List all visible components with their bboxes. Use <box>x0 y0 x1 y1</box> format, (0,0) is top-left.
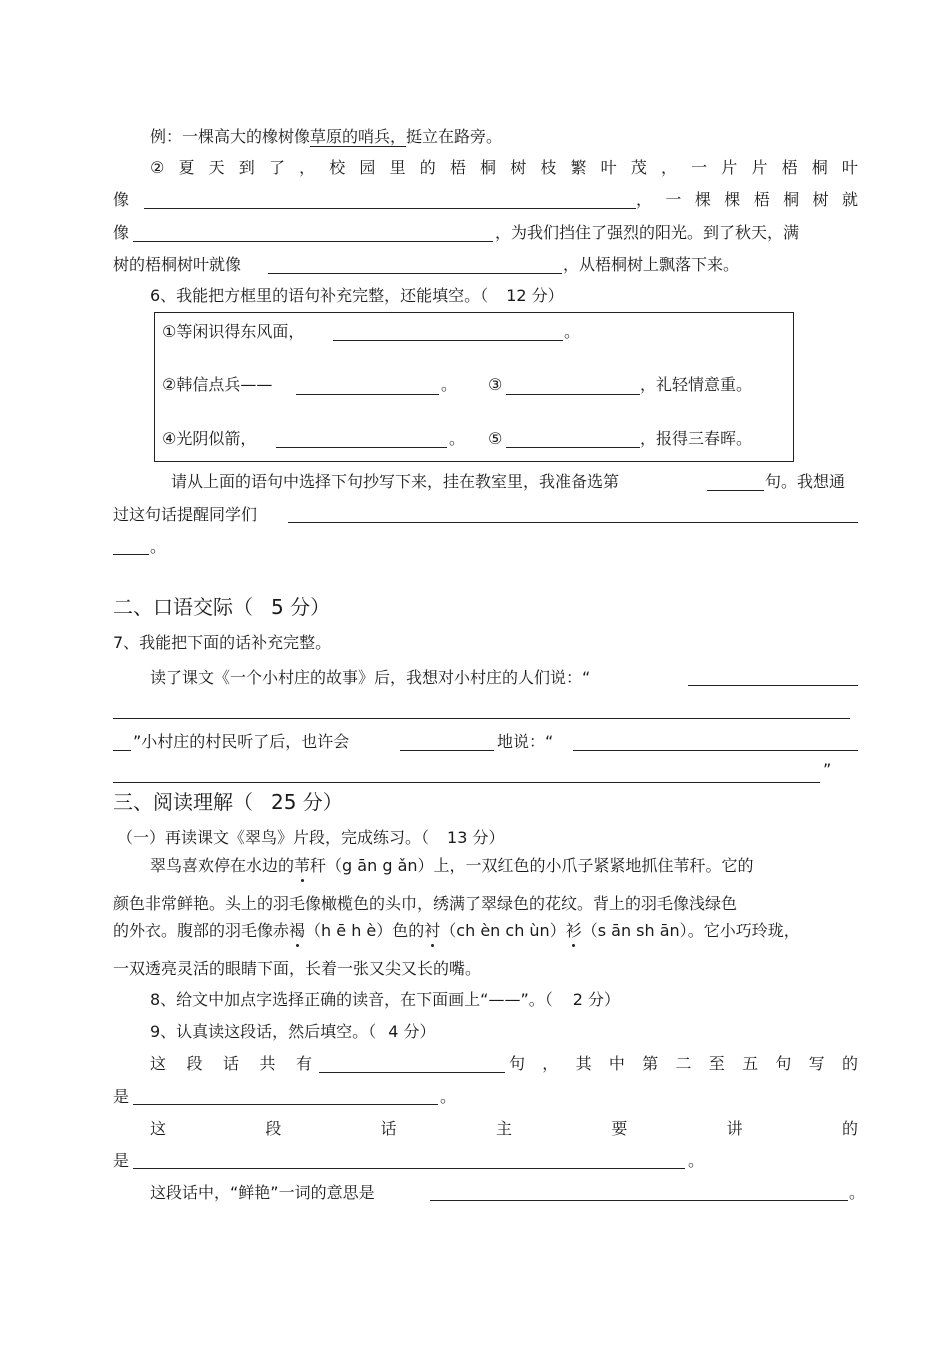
q8-text: 8、给文中加点字选择正确的读音，在下面画上“——”。（ <box>150 990 553 1009</box>
box-item-3: ③ <box>488 375 503 394</box>
q6-blank-choice[interactable] <box>707 490 764 491</box>
spread-char: 梧 <box>753 190 770 209</box>
box-item-2: ②韩信点兵—— <box>162 375 273 394</box>
q6-follow-3-end: 。 <box>150 537 167 556</box>
dotted-char-shan: 衫 <box>565 921 582 940</box>
spread-char: 至 <box>708 1054 725 1073</box>
spread-char: 茂 <box>630 158 647 177</box>
q9 <box>150 1022 435 1042</box>
pinyin-choice-1[interactable]: （g ān g ǎn） <box>326 856 434 875</box>
box-item-1: ①等闲识得东风面， <box>162 322 305 341</box>
spread-char: 棵 <box>694 190 711 209</box>
spread-char: 枝 <box>540 158 557 177</box>
spread-char: 繁 <box>570 158 587 177</box>
section3-score: 25 分） <box>271 790 343 814</box>
q6-score: 12 分） <box>506 286 564 305</box>
q5-blank-1[interactable] <box>144 208 636 209</box>
q7-close-quote: ” <box>823 760 832 779</box>
section3-title-text: 三、阅读理解（ <box>113 790 253 814</box>
spread-char: 了 <box>268 158 285 177</box>
box-item-5-end: ，报得三春晖。 <box>640 429 753 448</box>
q5-line2-end <box>636 190 858 210</box>
q7-blank-manner[interactable] <box>400 750 494 751</box>
example-suffix: 挺立在路旁。 <box>406 127 503 146</box>
spread-char: 桐 <box>783 190 800 209</box>
spread-char: 话 <box>380 1119 397 1138</box>
spread-char: 到 <box>238 158 255 177</box>
spread-char: ， <box>299 158 316 177</box>
spread-char: 就 <box>841 190 858 209</box>
q7-line3-b: 地说：“ <box>497 732 554 751</box>
box-blank-3[interactable] <box>506 394 640 395</box>
spread-char: 这 <box>150 1054 167 1073</box>
spread-char: ② <box>150 158 165 177</box>
q9-line1-a <box>150 1054 312 1074</box>
spread-char: 的 <box>419 158 436 177</box>
example-line <box>150 127 502 147</box>
q6-follow-1-end: 句。我想通 <box>765 472 846 491</box>
spread-char: 片 <box>721 158 738 177</box>
box-item-5: ⑤ <box>488 429 503 448</box>
spread-char: 桐 <box>811 158 828 177</box>
spread-char: 树 <box>510 158 527 177</box>
box-blank-2[interactable] <box>296 394 439 395</box>
q7-title: 7、我能把下面的话补充完整。 <box>113 633 332 652</box>
q5-line3-end: ，为我们挡住了强烈的阳光。到了秋天，满 <box>495 223 800 242</box>
q5-line3-start: 像 <box>113 223 130 242</box>
q9-blank-count[interactable] <box>319 1072 505 1073</box>
spread-char: 第 <box>642 1054 659 1073</box>
spread-char: ， <box>660 158 677 177</box>
box-item-4-end: 。 <box>449 429 466 448</box>
passage-3a: 的外衣。腹部的羽毛像赤 <box>113 921 290 940</box>
spread-char: 叶 <box>600 158 617 177</box>
q5-blank-3[interactable] <box>268 273 562 274</box>
spread-char: 其 <box>575 1054 592 1073</box>
spread-char: 夏 <box>178 158 195 177</box>
section2-score: 5 分） <box>271 595 331 619</box>
q5-line2-start: 像 <box>113 190 130 209</box>
part1-title <box>117 828 504 848</box>
passage-1c: 上，一双红色的小爪子紧紧地抓住苇秆。它的 <box>433 856 754 875</box>
q7-line3-a: ”小村庄的村民听了后，也许会 <box>133 732 350 751</box>
q7-line1: 读了课文《一个小村庄的故事》后，我想对小村庄的人们说：“ <box>150 668 591 687</box>
part1-title-text: （一）再读课文《翠鸟》片段，完成练习。（ <box>117 828 430 847</box>
q9-blank-main[interactable] <box>133 1168 685 1169</box>
box-item-2-end: 。 <box>441 375 458 394</box>
spread-char: 一 <box>665 190 682 209</box>
box-blank-4[interactable] <box>276 447 447 448</box>
spread-char: 的 <box>841 1054 858 1073</box>
section2-title <box>113 594 330 620</box>
q9-score: 4 分） <box>388 1022 436 1041</box>
spread-char: 梧 <box>449 158 466 177</box>
q9-blank-meaning[interactable] <box>430 1200 848 1201</box>
box-item-1-end: 。 <box>564 322 581 341</box>
spread-char: 共 <box>259 1054 276 1073</box>
spread-char: 写 <box>808 1054 825 1073</box>
q9-line5: 这段话中，“鲜艳”一词的意思是 <box>150 1183 375 1202</box>
spread-char: 校 <box>329 158 346 177</box>
q6-follow-1: 请从上面的语句中选择下句抄写下来，挂在教室里，我准备选第 <box>171 472 620 491</box>
spread-char: 桐 <box>480 158 497 177</box>
passage-3d: 。它小巧玲珑， <box>687 921 800 940</box>
q5-blank-2[interactable] <box>133 241 493 242</box>
q9-line1-b <box>509 1054 858 1074</box>
spread-char: 句 <box>775 1054 792 1073</box>
spread-char: 中 <box>608 1054 625 1073</box>
pinyin-choice-4[interactable]: （s ān sh ān） <box>581 921 688 940</box>
section3-title <box>113 789 343 815</box>
spread-char: 的 <box>841 1119 858 1138</box>
spread-char: 梧 <box>781 158 798 177</box>
spread-char: 主 <box>495 1119 512 1138</box>
spread-char: 讲 <box>726 1119 743 1138</box>
q7-blank-4[interactable] <box>573 750 858 751</box>
section2-title-text: 二、口语交际（ <box>113 595 253 619</box>
q8-score: 2 分） <box>572 990 621 1009</box>
q9-line2-end: 。 <box>440 1087 457 1106</box>
passage-3b: 色的 <box>392 921 425 940</box>
spread-char: 句 <box>509 1054 526 1073</box>
box-blank-5[interactable] <box>506 447 640 448</box>
q5-line4-end: ，从梧桐树上飘落下来。 <box>563 255 740 274</box>
passage-1a: 翠鸟喜欢停在水边的 <box>150 856 295 875</box>
q6-follow-2: 过这句话提醒同学们 <box>113 505 258 524</box>
spread-char: 段 <box>265 1119 282 1138</box>
dotted-char-wei: 苇 <box>294 856 311 875</box>
q7-blank-1[interactable] <box>688 685 858 686</box>
q6-blank-remind-2[interactable] <box>113 554 149 555</box>
spread-char: 话 <box>222 1054 239 1073</box>
spread-char: 树 <box>812 190 829 209</box>
spread-char: 叶 <box>841 158 858 177</box>
box-item-4: ④光阴似箭， <box>162 429 257 448</box>
q5-line1 <box>150 158 858 178</box>
spread-char: 有 <box>295 1054 312 1073</box>
spread-char: 一 <box>691 158 708 177</box>
passage-line-1 <box>150 856 754 876</box>
example-underlined: 草原的哨兵， <box>310 127 407 146</box>
spread-char: 段 <box>186 1054 203 1073</box>
q8 <box>150 990 620 1010</box>
passage-line-2: 颜色非常鲜艳。头上的羽毛像橄榄色的头巾，绣满了翠绿色的花纹。背上的羽毛像浅绿色 <box>113 894 738 913</box>
spread-char: 里 <box>389 158 406 177</box>
spread-char: 棵 <box>724 190 741 209</box>
q9-line4-start: 是 <box>113 1151 130 1170</box>
spread-char: 五 <box>742 1054 759 1073</box>
spread-char: 片 <box>751 158 768 177</box>
passage-line-4: 一双透亮灵活的眼睛下面，长着一张又尖又长的嘴。 <box>113 959 482 978</box>
spread-char: 这 <box>150 1119 167 1138</box>
dotted-char-chen: 衬 <box>424 921 441 940</box>
spread-char: 天 <box>208 158 225 177</box>
passage-1b: 秆 <box>310 856 327 875</box>
passage-line-3 <box>113 921 800 941</box>
q9-blank-content[interactable] <box>133 1104 438 1105</box>
spread-char: ， <box>542 1054 559 1073</box>
q6-title-text: 6、我能把方框里的语句补充完整，还能填空。（ <box>150 286 489 305</box>
q9-line3 <box>150 1119 858 1139</box>
part1-score: 13 分） <box>447 828 505 847</box>
spread-char: 要 <box>611 1119 628 1138</box>
q9-line5-end: 。 <box>849 1183 866 1202</box>
q5-line4-start: 树的梧桐树叶就像 <box>113 255 242 274</box>
q7-blank-2[interactable] <box>113 718 850 719</box>
pinyin-choice-3[interactable]: （ch èn ch ùn） <box>440 921 566 940</box>
example-prefix: 例：一棵高大的橡树像 <box>150 127 311 146</box>
q7-blank-5[interactable] <box>113 782 820 783</box>
box-blank-1[interactable] <box>333 340 563 341</box>
spread-char: 二 <box>675 1054 692 1073</box>
spread-char: ， <box>636 190 653 209</box>
q7-blank-3[interactable] <box>113 750 131 751</box>
q9-line2-start: 是 <box>113 1087 130 1106</box>
q9-text: 9、认真读这段话，然后填空。（ <box>150 1022 377 1041</box>
q6-blank-remind-1[interactable] <box>288 522 858 523</box>
q6-title <box>150 286 564 306</box>
q9-line4-end: 。 <box>688 1151 705 1170</box>
pinyin-choice-2[interactable]: （h ē h è） <box>305 921 393 940</box>
spread-char: 园 <box>359 158 376 177</box>
box-item-3-end: ，礼轻情意重。 <box>640 375 753 394</box>
dotted-char-he: 褐 <box>289 921 306 940</box>
